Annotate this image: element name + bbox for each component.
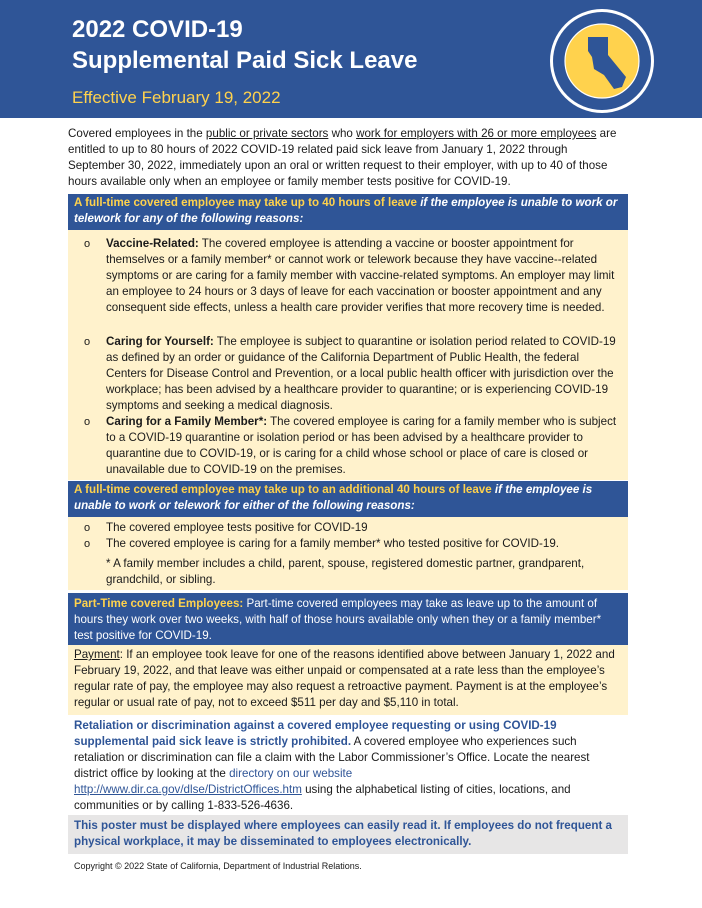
intro-underline-1: public or private sectors <box>205 127 329 140</box>
section1-heading-bold: A full-time covered employee may take up to 40 hours of leave <box>74 196 417 209</box>
payment-paragraph <box>74 647 622 711</box>
poster-title <box>72 14 417 76</box>
copyright: Copyright © 2022 State of California, Department of Industrial Relations. <box>74 861 362 871</box>
part-time-heading: Part-Time covered Employees: <box>74 597 244 610</box>
item-text: The covered employee tests positive for COVID-19 <box>106 521 368 534</box>
section2-heading-bold: A full-time covered employee may take up to an additional 40 hours of leave <box>74 483 492 496</box>
section1-heading-italic: if the employee is unable to work or telework for any of the following reasons: <box>74 196 618 225</box>
retaliation-paragraph <box>74 718 622 814</box>
item-text: The covered employee is caring for a family member who is subject to a COVID-19 quarantine or isolation period or has been advised by a healthcare provider to quarantine due to COVID-19, or is caring for a child whose school or place of care is closed or unavailable due to COVID-19 on the premises. <box>106 415 617 476</box>
item-label: Vaccine-Related: <box>106 237 199 250</box>
item-label: Caring for a Family Member*: <box>106 415 268 428</box>
district-offices-url-link[interactable]: http://www.dir.ca.gov/dlse/DistrictOffices.htm <box>74 783 302 796</box>
part-time-text: Part-time covered employees may take as leave up to the amount of hours they work over two weeks, with half of those hours available only when they or a family member* test positive for COVID-19. <box>74 597 602 642</box>
title-line-2: Supplemental Paid Sick Leave <box>72 47 418 74</box>
intro-text-1: Covered employees in the <box>68 127 206 140</box>
item-label: Caring for Yourself: <box>106 335 214 348</box>
intro-text-3: are entitled to up to 80 hours of 2022 COVID-19 related paid sick leave from January 1, 2022 through September 30, 2022, immediately upon an oral or written request to their employer, with up to 40 of those hours available only when an employee or family member tests positive for COVID-19. <box>68 127 617 188</box>
effective-date: Effective February 19, 2022 <box>72 88 281 107</box>
circle-bullet-icon: o <box>84 522 91 534</box>
circle-bullet-icon: o <box>84 238 91 250</box>
section2-heading-italic: if the employee is unable to work or telework for either of the following reasons: <box>74 483 593 512</box>
directory-link[interactable]: directory on our website <box>229 767 353 780</box>
retaliation-text: A covered employee who experiences such retaliation or discrimination can file a claim with the Labor Commissioner’s Office. Locate the nearest district office by looking at the <box>74 735 590 780</box>
circle-bullet-icon: o <box>84 336 91 348</box>
intro-paragraph <box>68 126 624 190</box>
section1-heading <box>68 194 628 230</box>
retaliation-bold: Retaliation or discrimination against a covered employee requesting or using COVID-19 supplemental paid sick leave is strictly prohibited. <box>74 719 557 748</box>
labor-commissioner-seal-icon <box>548 7 656 115</box>
posting-notice: This poster must be displayed where employees can easily read it. If employees do not frequent a physical workplace, it may be disseminated to employees electronically. <box>68 815 628 854</box>
intro-underline-2: work for employers with 26 or more employees <box>356 127 597 140</box>
family-member-footnote: * A family member includes a child, parent, spouse, registered domestic partner, grandparent, grandchild, or sibling. <box>106 557 585 586</box>
header-banner <box>0 0 702 118</box>
payment-label: Payment <box>74 648 120 661</box>
retaliation-text-2: using the alphabetical listing of cities, locations, and communities or by calling 1-833-526-4636. <box>74 783 571 812</box>
section2-heading <box>68 481 628 517</box>
list-item <box>84 236 620 316</box>
item-text: The covered employee is attending a vaccine or booster appointment for themselves or a family member* or cannot work or telework because they have vaccine--related symptoms or are caring for a family member with vaccine-related symptoms. An employer may limit an employee to 24 hours or 3 days of leave for each vaccination or booster appointment and any consequent side effects, unless a health care provider verifies that more recovery time is needed. <box>106 237 615 314</box>
list-item <box>84 536 620 552</box>
list-item <box>84 334 620 414</box>
title-line-1: 2022 COVID-19 <box>72 16 243 43</box>
circle-bullet-icon: o <box>84 416 91 428</box>
circle-bullet-icon: o <box>84 538 91 550</box>
list-item <box>84 520 620 536</box>
payment-text: : If an employee took leave for one of the reasons identified above between January 1, 2022 and February 19, 2022, and that leave was either unpaid or compensated at a rate less than the employee’s regular rate of pay, the employee may also request a retroactive payment. Payment is at the employee’s regular or usual rate of pay, not to exceed $511 per day and $5,110 in total. <box>74 648 615 709</box>
list-item <box>84 414 620 478</box>
intro-text-2: who <box>328 127 357 140</box>
item-text: The covered employee is caring for a family member* who tested positive for COVID-19. <box>106 537 559 550</box>
item-text: The employee is subject to quarantine or isolation period related to COVID-19 as defined by an order or guidance of the California Department of Public Health, the federal Centers for Disease Control and Prevention, or a local public health officer with jurisdiction over the workplace; has been advised by a healthcare provider to quarantine; or is experiencing COVID-19 symptoms and seeking a medical diagnosis. <box>106 335 616 412</box>
part-time-section <box>68 593 628 645</box>
